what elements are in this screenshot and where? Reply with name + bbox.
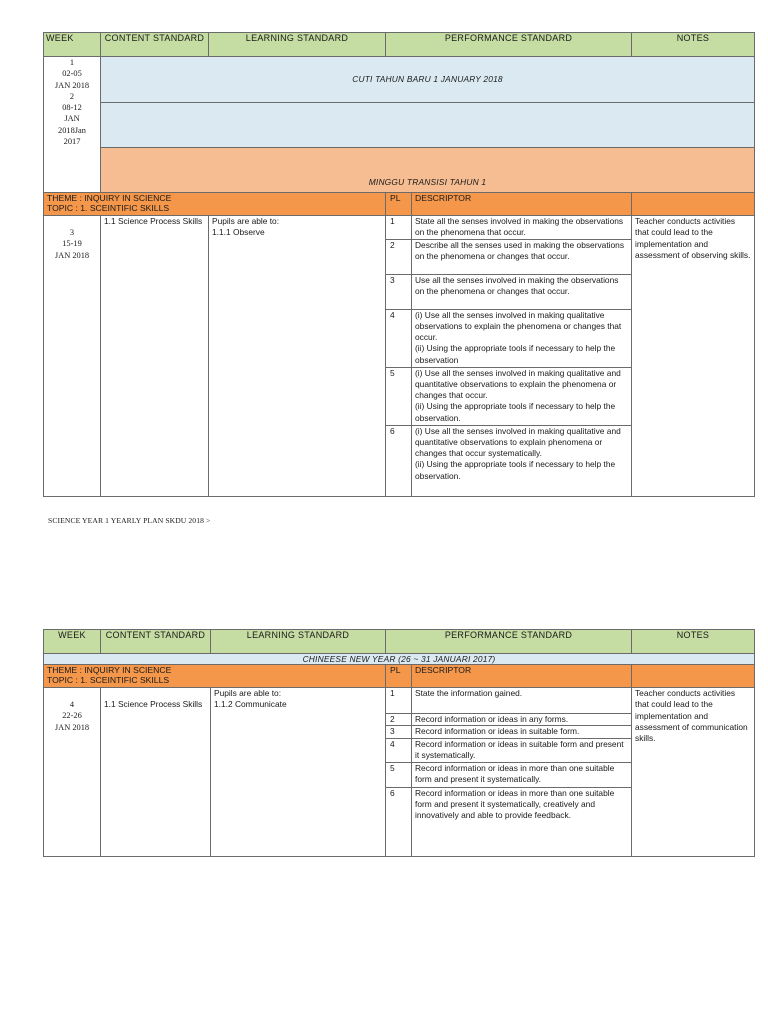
theme-topic: [44, 193, 386, 216]
plan-table-2: [43, 629, 755, 857]
week-cell-3: [44, 216, 101, 497]
document-footer: SCIENCE YEAR 1 YEARLY PLAN SKDU 2018 >: [48, 516, 211, 525]
learning-item: 1.1.2 Communicate: [214, 699, 287, 710]
blank-holiday-row: [101, 103, 755, 148]
week-month: JAN 2018: [54, 722, 90, 732]
theme-topic: [44, 665, 386, 688]
week-number: 1: [69, 58, 75, 67]
header-learning-standard: LEARNING STANDARD: [211, 630, 386, 654]
descriptor-cell: (i) Use all the senses involved in making qualitative and quantitative observations to explain phenomena or changes that occur systematically. (ii) Using the appropriate tools if necessary to help the observation.: [412, 425, 632, 496]
header-performance-standard: PERFORMANCE STANDARD: [386, 33, 632, 57]
header-content-standard: CONTENT STANDARD: [101, 630, 211, 654]
theme-label: THEME : INQUIRY IN SCIENCE: [47, 193, 172, 203]
week-month: JAN 2018: [54, 250, 90, 260]
notes-cell: Teacher conducts activities that could lead to the implementation and assessment of communication skills.: [632, 688, 755, 857]
week-month: JAN 2018: [54, 80, 90, 90]
descriptor-cell: (i) Use all the senses involved in making qualitative and quantitative observations to explain the phenomena or changes that occur. (ii) Using the appropriate tools if necessary to help the observation.: [412, 367, 632, 425]
descriptor-cell: State all the senses involved in making the observations on the phenomena that occur.: [412, 216, 632, 240]
cuti-banner: CUTI TAHUN BARU 1 JANUARY 2018: [101, 57, 755, 103]
week-dates: 15-19: [62, 239, 82, 249]
descriptor-header: DESCRIPTOR: [412, 665, 632, 688]
cny-banner: CHINEESE NEW YEAR (26 ~ 31 JANUARI 2017): [44, 654, 755, 665]
learning-intro: Pupils are able to:: [212, 216, 280, 226]
descriptor-cell: Record information or ideas in suitable form.: [412, 726, 632, 738]
notes-header-blank: [632, 193, 755, 216]
header-week: WEEK: [44, 630, 101, 654]
pl-cell: 5: [386, 367, 412, 425]
descriptor-cell: Record information or ideas in more than one suitable form and present it systematically.: [412, 762, 632, 787]
descriptor-cell: Record information or ideas in any forms.: [412, 714, 632, 726]
pl-cell: 3: [386, 726, 412, 738]
descriptor-cell: State the information gained.: [412, 688, 632, 714]
pl-cell: 2: [386, 714, 412, 726]
descriptor-cell: Record information or ideas in more than one suitable form and present it systematically, creatively and innovatively and able to provide feedback.: [412, 787, 632, 856]
week-number: 4: [69, 700, 75, 709]
topic-label: TOPIC : 1. SCEINTIFIC SKILLS: [47, 203, 170, 213]
week-dates: 08-12: [62, 103, 82, 113]
pl-cell: 4: [386, 738, 412, 762]
header-learning-standard: LEARNING STANDARD: [209, 33, 386, 57]
notes-header-blank: [632, 665, 755, 688]
week-month: JAN: [64, 114, 80, 124]
header-notes: NOTES: [632, 33, 755, 57]
pl-header: PL: [386, 193, 412, 216]
table-header: [44, 33, 755, 57]
theme-label: THEME : INQUIRY IN SCIENCE: [47, 665, 172, 675]
descriptor-cell: (i) Use all the senses involved in making qualitative observations to explain the phenomena or changes that occur. (ii) Using the appropriate tools if necessary to help the observation: [412, 309, 632, 367]
pl-cell: 4: [386, 309, 412, 367]
header-week: WEEK: [44, 33, 101, 57]
descriptor-header: DESCRIPTOR: [412, 193, 632, 216]
pl-cell: 6: [386, 425, 412, 496]
week-dates: 02-05: [62, 69, 82, 79]
table-header: [44, 630, 755, 654]
week-year: 2017: [63, 137, 81, 147]
pl-header: PL: [386, 665, 412, 688]
descriptor-cell: Use all the senses involved in making the observations on the phenomena or changes that occur.: [412, 274, 632, 309]
descriptor-cell: Record information or ideas in suitable form and present it systematically.: [412, 738, 632, 762]
pl-cell: 6: [386, 787, 412, 856]
content-standard-cell: 1.1 Science Process Skills: [101, 216, 209, 497]
descriptor-cell: Describe all the senses used in making the observations on the phenomena or changes that occur.: [412, 239, 632, 274]
week-cell-4: [44, 688, 101, 857]
notes-cell: Teacher conducts activities that could lead to the implementation and assessment of observing skills.: [632, 216, 755, 497]
header-notes: NOTES: [632, 630, 755, 654]
pl-cell: 5: [386, 762, 412, 787]
topic-label: TOPIC : 1. SCEINTIFIC SKILLS: [47, 675, 170, 685]
learning-standard-cell: [211, 688, 386, 857]
pl-cell: 1: [386, 688, 412, 714]
pl-cell: 3: [386, 274, 412, 309]
learning-standard-cell: [209, 216, 386, 497]
week-number: 2: [69, 91, 75, 101]
learning-intro: Pupils are able to:: [214, 688, 282, 698]
plan-table-1: [43, 32, 755, 497]
header-performance-standard: PERFORMANCE STANDARD: [386, 630, 632, 654]
week-cell-1-2: [44, 57, 101, 193]
transisi-banner: MINGGU TRANSISI TAHUN 1: [101, 148, 755, 193]
content-standard-cell: 1.1 Science Process Skills: [101, 688, 211, 857]
week-dates: 22-26: [62, 711, 82, 721]
header-content-standard: CONTENT STANDARD: [101, 33, 209, 57]
pl-cell: 2: [386, 239, 412, 274]
pl-cell: 1: [386, 216, 412, 240]
learning-item: 1.1.1 Observe: [212, 227, 265, 238]
week-number: 3: [69, 228, 75, 237]
week-year: 2018Jan: [58, 125, 86, 135]
